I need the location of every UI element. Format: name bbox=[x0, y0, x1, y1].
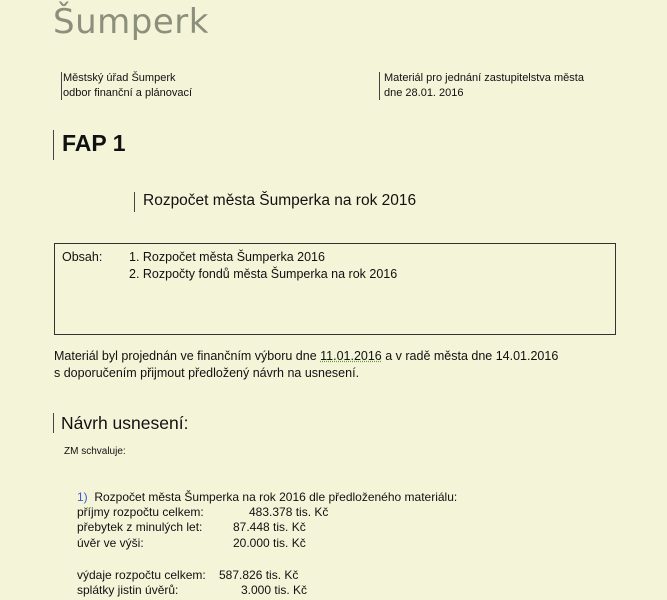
budget-row-value: 587.826 tis. Kč bbox=[219, 568, 299, 582]
header-left-divider bbox=[61, 72, 62, 100]
office-line-2: odbor finanční a plánovací bbox=[63, 87, 193, 99]
row-label: přebytek z minulých let: bbox=[77, 520, 203, 534]
approval-note-line-2: s doporučením přijmout předložený návrh na usnesení. bbox=[54, 366, 360, 380]
budget-row bbox=[77, 536, 144, 550]
office-name bbox=[63, 71, 192, 101]
document-title: Rozpočet města Šumperka na rok 2016 bbox=[143, 192, 417, 209]
item-number: 1) bbox=[77, 490, 88, 504]
row-label: příjmy rozpočtu celkem: bbox=[77, 505, 204, 519]
resolution-item-1 bbox=[77, 490, 457, 504]
document-code: FAP 1 bbox=[62, 130, 126, 156]
budget-row bbox=[77, 583, 178, 597]
committee-date: 11.01.2016 bbox=[320, 349, 382, 363]
code-divider bbox=[53, 130, 54, 160]
header-right-divider bbox=[379, 72, 380, 100]
note-text-1: Materiál byl projednán ve finančním výboru dne bbox=[54, 349, 321, 363]
meeting-line-2: dne 28.01. 2016 bbox=[384, 87, 464, 99]
approval-note-line-1 bbox=[54, 348, 558, 365]
section-title: Návrh usnesení: bbox=[61, 413, 189, 433]
item-text: Rozpočet města Šumperka na rok 2016 dle předloženého materiálu: bbox=[94, 490, 458, 504]
section-divider bbox=[53, 413, 54, 433]
sumperk-logo: Šumperk bbox=[53, 2, 209, 42]
note-text-2: a v radě města dne 14.01.2016 bbox=[381, 349, 559, 363]
contents-label: Obsah: bbox=[62, 250, 103, 264]
row-label: splátky jistin úvěrů: bbox=[77, 583, 179, 597]
budget-row-value: 20.000 tis. Kč bbox=[233, 536, 306, 550]
row-label: výdaje rozpočtu celkem: bbox=[77, 568, 206, 582]
zm-label: ZM schvaluje: bbox=[64, 446, 126, 457]
contents-item: 2. Rozpočty fondů města Šumperka na rok 2016 bbox=[129, 267, 398, 281]
budget-row-value: 483.378 tis. Kč bbox=[249, 505, 329, 519]
budget-row bbox=[77, 568, 206, 582]
contents-list bbox=[129, 249, 397, 283]
meeting-info bbox=[384, 71, 584, 101]
meeting-line-1: Materiál pro jednání zastupitelstva města bbox=[384, 72, 584, 84]
budget-row-value: 3.000 tis. Kč bbox=[241, 583, 308, 597]
budget-row bbox=[77, 505, 204, 519]
row-label: úvěr ve výši: bbox=[77, 536, 144, 550]
office-line-1: Městský úřad Šumperk bbox=[63, 72, 176, 84]
approval-note bbox=[54, 348, 558, 382]
title-divider bbox=[134, 192, 135, 212]
budget-row-value: 87.448 tis. Kč bbox=[233, 520, 306, 534]
contents-box bbox=[54, 243, 616, 335]
budget-row bbox=[77, 520, 202, 534]
contents-item: 1. Rozpočet města Šumperka 2016 bbox=[129, 250, 325, 264]
